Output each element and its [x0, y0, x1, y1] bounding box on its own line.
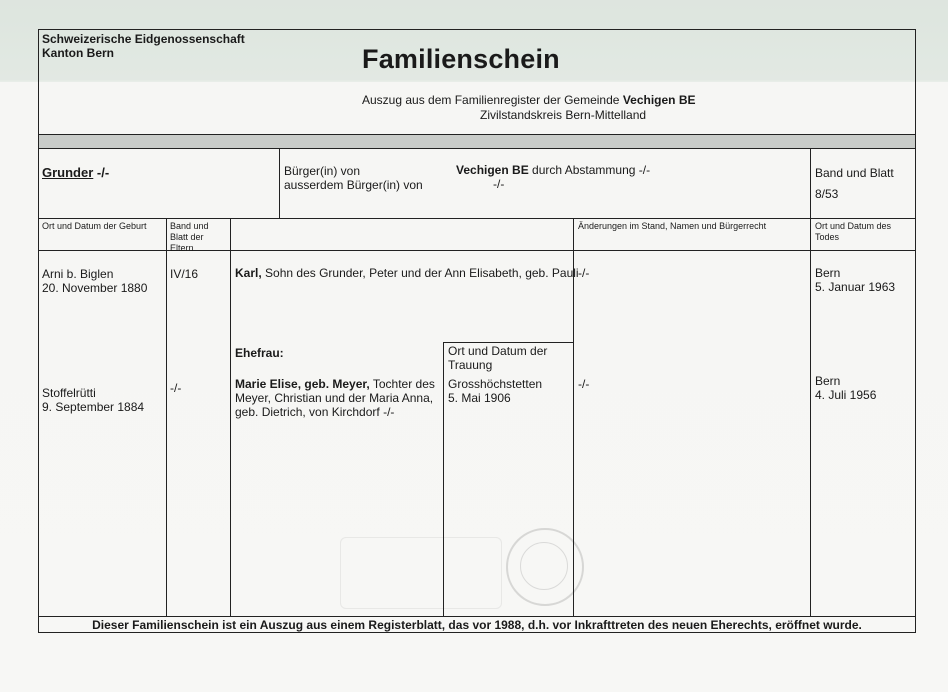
person-2-birth-date: 9. September 1884: [42, 400, 145, 414]
column-header-changes: Änderungen im Stand, Namen und Bürgerrecht: [578, 221, 767, 231]
person-2-changes: -/-: [578, 377, 590, 391]
subtitle-place: Vechigen BE: [622, 93, 696, 107]
citizen-label: Bürger(in) von: [284, 164, 361, 178]
person-1-birth-date: 20. November 1880: [42, 281, 148, 295]
country-name: Schweizerische Eidgenossenschaft: [42, 32, 245, 46]
rule-family-left: [279, 148, 280, 218]
person-1-name: Karl,: [235, 266, 262, 280]
person-2-relation-line-2: Meyer, Christian und der Maria Anna,: [235, 391, 434, 405]
family-name-suffix: -/-: [96, 165, 110, 180]
marriage-place: Grosshöchstetten: [448, 377, 543, 391]
canton-name: Kanton Bern: [42, 46, 114, 60]
rule-family-right: [810, 148, 811, 218]
column-header-birth: Ort und Datum der Geburt: [42, 221, 147, 231]
person-2-birth-place: Stoffelrütti: [42, 386, 96, 400]
family-name: [42, 165, 109, 181]
family-name-label: Grunder: [42, 165, 94, 180]
marriage-header-line-1: Ort und Datum der: [448, 344, 548, 358]
certificate-frame: [38, 29, 916, 633]
spouse-label: Ehefrau:: [235, 346, 284, 360]
citizen-method: durch Abstammung -/-: [532, 163, 651, 177]
additional-citizen-value: -/-: [493, 177, 505, 191]
marriage-date: 5. Mai 1906: [448, 391, 511, 405]
district-name: Zivilstandskreis Bern-Mittelland: [480, 108, 647, 122]
person-1-birth-place: Arni b. Biglen: [42, 267, 114, 281]
register-subtitle: [362, 93, 696, 108]
header-separator-band: [39, 135, 915, 148]
person-2-entry-line-1: [235, 377, 435, 392]
column-header-death: Ort und Datum des Todes: [815, 221, 892, 242]
rule-col-changes: [810, 218, 811, 616]
person-1-death-date: 5. Januar 1963: [815, 280, 896, 294]
citizen-place: Vechigen BE: [456, 163, 529, 177]
rule-family-bottom: [38, 218, 916, 219]
rule-footer-top: [38, 616, 916, 617]
person-2-death-place: Bern: [815, 374, 841, 388]
column-header-parents-volume: Band und Blatt der Eltern: [170, 221, 209, 253]
person-1-changes: -/-: [578, 266, 590, 280]
person-2-parents-volume: -/-: [170, 381, 182, 395]
rule-marriage-box-top: [443, 342, 573, 343]
rule-col-parents: [230, 218, 231, 616]
person-1-entry: [235, 266, 579, 281]
rule-marriage-box-left: [443, 342, 444, 616]
person-1-relation: Sohn des Grunder, Peter und der Ann Elisabeth, geb. Pauli: [265, 266, 579, 280]
person-1-death-place: Bern: [815, 266, 841, 280]
person-2-relation-line-3: geb. Dietrich, von Kirchdorf -/-: [235, 405, 395, 419]
subtitle-prefix: Auszug aus dem Familienregister der Gemeinde: [362, 93, 620, 107]
page-title: Familienschein: [362, 44, 560, 74]
additional-citizen-label: ausserdem Bürger(in) von: [284, 178, 423, 192]
person-2-relation-line-1: Tochter des: [372, 377, 435, 391]
citizen-place-line: [456, 163, 650, 178]
marriage-header-line-2: Trauung: [448, 358, 493, 372]
person-2-name: Marie Elise, geb. Meyer,: [235, 377, 370, 391]
footer-note: Dieser Familienschein ist ein Auszug aus einem Registerblatt, das vor 1988, d.h. vor Inkrafttreten des neuen Eherechts, eröffnet wurde.: [92, 618, 862, 632]
volume-label: Band und Blatt: [815, 166, 894, 180]
person-1-parents-volume: IV/16: [170, 267, 199, 281]
rule-col-birth: [166, 218, 167, 616]
rule-band-bottom: [38, 148, 916, 149]
person-2-death-date: 4. Juli 1956: [815, 388, 877, 402]
volume-value: 8/53: [815, 187, 839, 201]
rule-header-bottom: [38, 134, 916, 135]
